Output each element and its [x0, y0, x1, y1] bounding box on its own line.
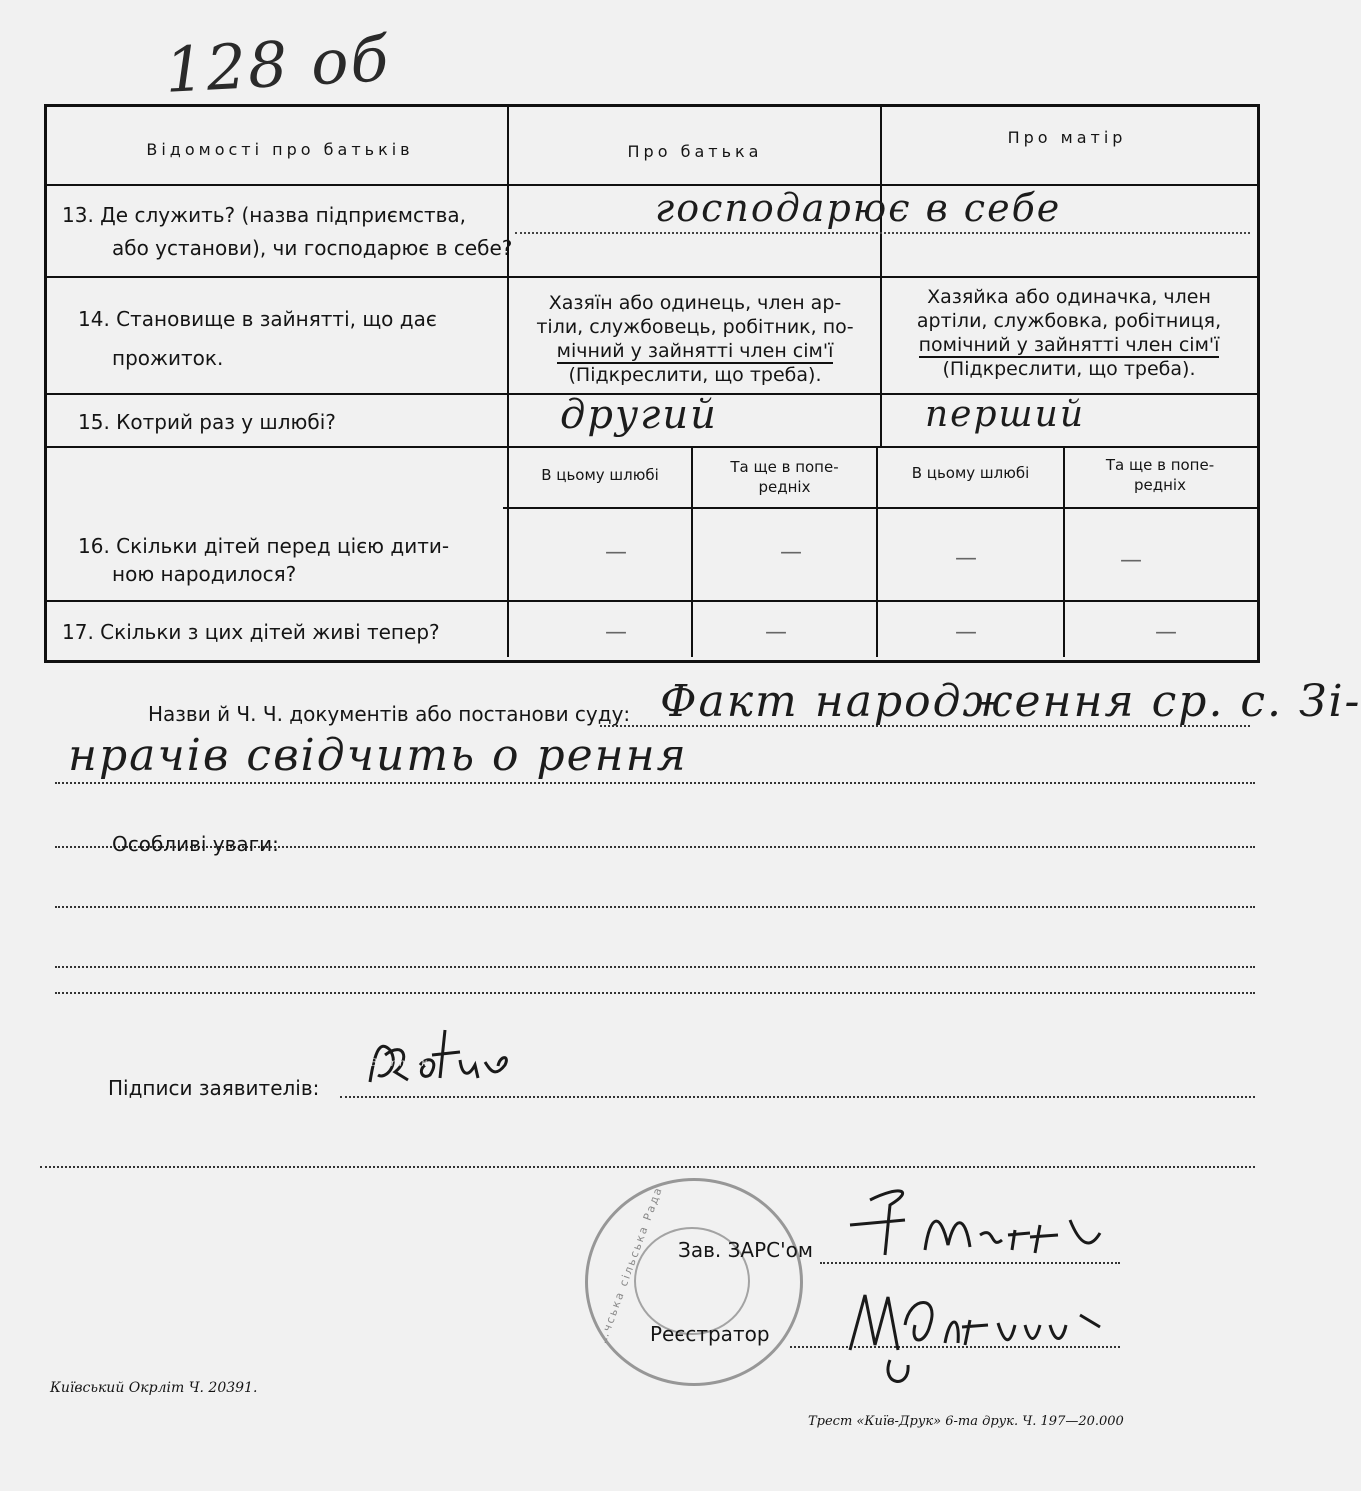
q14-line2: прожиток.	[112, 346, 224, 370]
q14-line1: 14. Становище в зайнятті, що дає	[78, 307, 437, 331]
mother-status-1: Хазяйка або одиначка, член	[927, 286, 1211, 308]
mother-status-3: помічний у зайнятті член сім'ї	[918, 334, 1220, 356]
registrar-label: Реєстратор	[650, 1322, 770, 1346]
footer-left: Київський Окрліт Ч. 20391.	[50, 1380, 258, 1396]
sub-mother-previous-1: Та ще в попе-	[1105, 456, 1215, 474]
father-status-1: Хазяїн або одинець, член ар-	[548, 292, 842, 314]
q15-mother-answer: перший	[925, 394, 1086, 435]
footer-right: Трест «Київ-Друк» 6-та друк. Ч. 197—20.000	[808, 1414, 1124, 1429]
documents-line-1: Факт народження ср. с. Зі-	[660, 676, 1361, 727]
remarks-label: Особливі уваги:	[112, 832, 279, 856]
q16-value-1: —	[605, 540, 627, 565]
q15-label: 15. Котрий раз у шлюбі?	[78, 410, 336, 434]
head-label: Зав. ЗАРС'ом	[678, 1238, 813, 1262]
mother-status-4: (Підкреслити, що треба).	[942, 358, 1196, 380]
sub-mother-this-marriage: В цьому шлюбі	[911, 464, 1030, 482]
q16-line2: ною народилося?	[112, 562, 297, 586]
documents-label: Назви й Ч. Ч. документів або постанови суду:	[148, 702, 631, 726]
q17-value-2: —	[765, 620, 787, 645]
q16-line1: 16. Скільки дітей перед цією дити-	[78, 534, 450, 558]
stamp-text: …чська сільська Рада	[596, 1184, 666, 1346]
q17-value-4: —	[1155, 620, 1177, 645]
q17-value-1: —	[605, 620, 627, 645]
q13-father-answer: господарює в себе	[655, 186, 1062, 230]
q16-value-2: —	[780, 540, 802, 565]
sub-father-previous-1: Та ще в попе-	[730, 458, 839, 476]
header-father: Про батька	[627, 142, 763, 161]
sub-father-this-marriage: В цьому шлюбі	[541, 466, 659, 484]
q13-line2: або установи), чи господарює в себе?	[112, 236, 513, 260]
head-signature	[830, 1175, 1130, 1270]
father-status-4: (Підкреслити, що треба).	[568, 364, 822, 386]
mother-status-2: артіли, службовка, робітниця,	[916, 310, 1222, 332]
header-mother: Про матір	[1007, 128, 1127, 147]
q15-father-answer: другий	[560, 392, 718, 438]
father-status-2: тіли, службовець, робітник, по-	[536, 316, 854, 338]
father-status-3: мічний у зайнятті член сім'ї	[556, 340, 834, 362]
sub-father-previous-2: редніх	[758, 478, 811, 496]
sub-mother-previous-2: редніх	[1134, 476, 1186, 494]
registrar-signature	[830, 1265, 1130, 1395]
q13-line1: 13. Де служить? (назва підприємства,	[62, 203, 467, 227]
q16-value-3: —	[955, 546, 977, 571]
signatures-label: Підписи заявителів:	[108, 1076, 320, 1100]
documents-line-2: нрачів свідчить о рення	[68, 730, 688, 781]
q16-value-4: —	[1120, 548, 1142, 573]
header-parents-info: Відомості про батьків	[146, 140, 414, 159]
official-stamp	[585, 1178, 803, 1386]
applicant-signature-text: Воттюк	[370, 1058, 430, 1069]
q17-value-3: —	[955, 620, 977, 645]
q17-label: 17. Скільки з цих дітей живі тепер?	[62, 620, 440, 644]
archive-number: 128 об	[163, 22, 392, 107]
